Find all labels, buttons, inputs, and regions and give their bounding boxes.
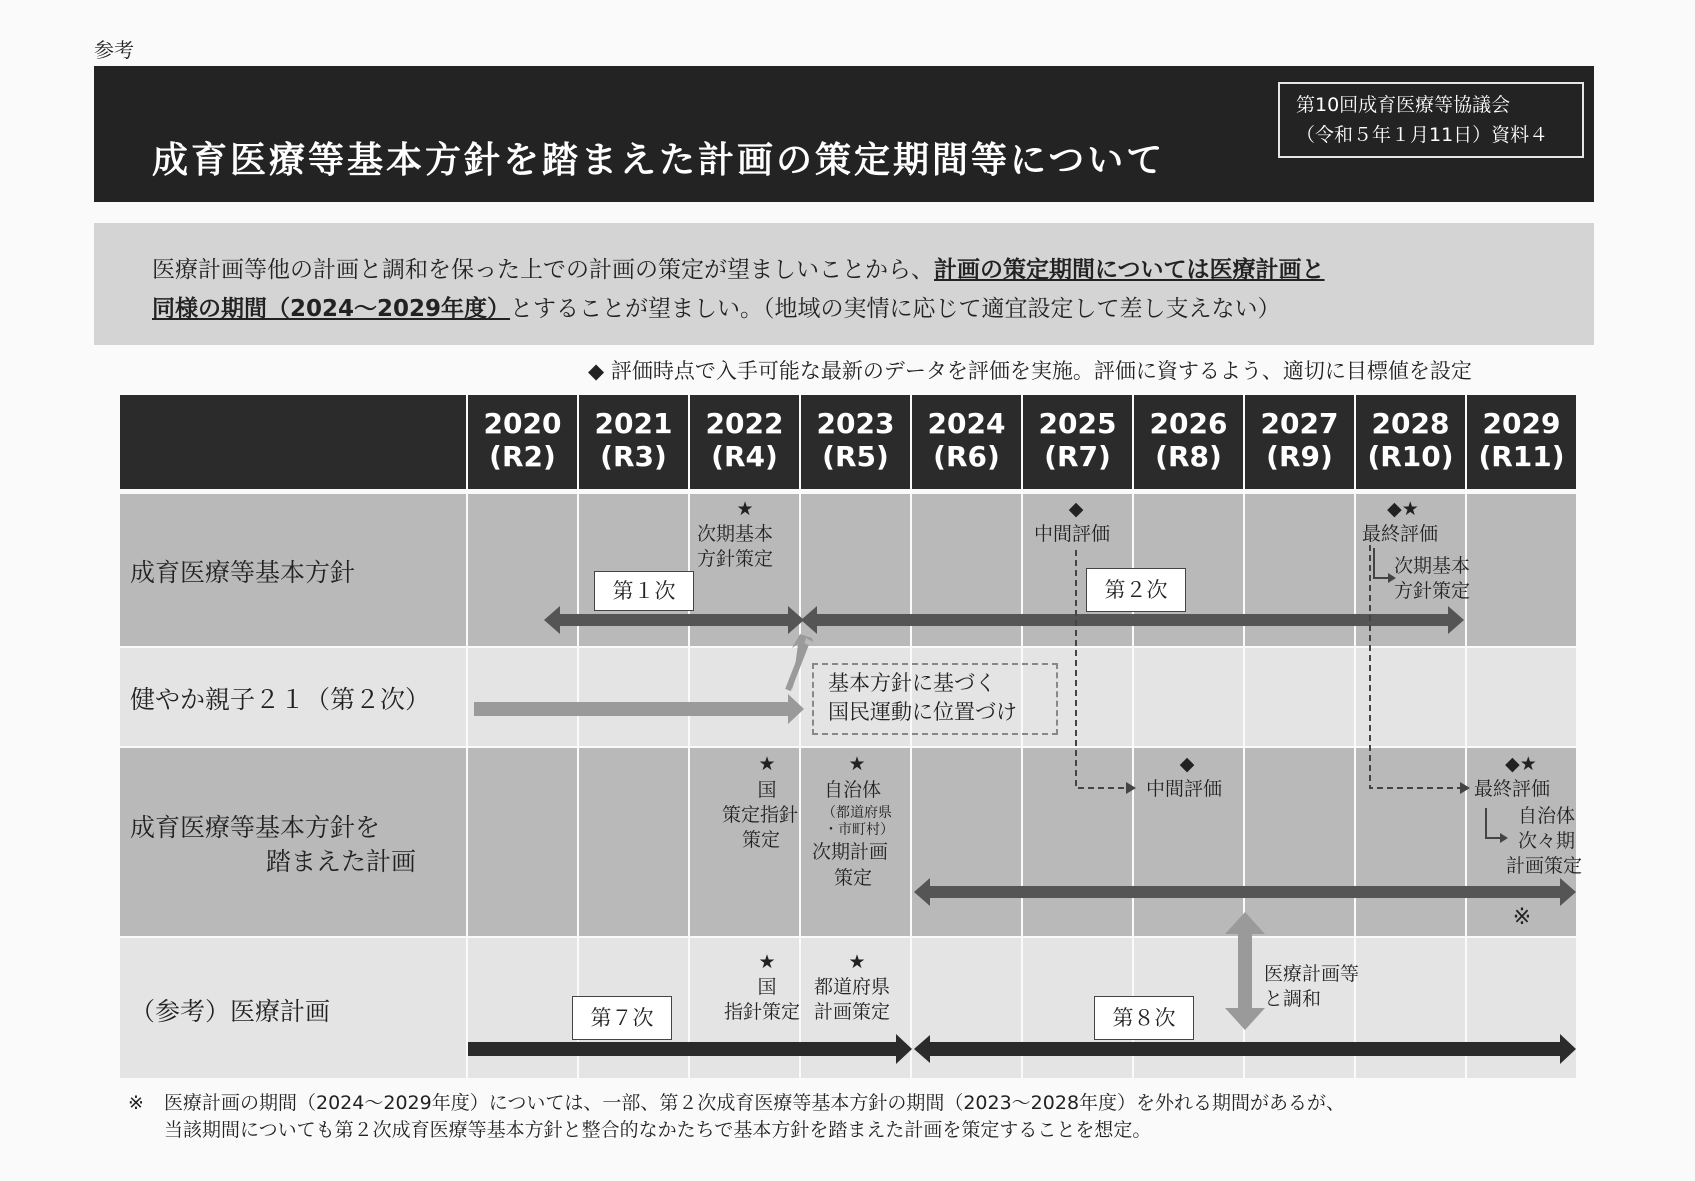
year-label: 2025 bbox=[1038, 407, 1117, 440]
plan-final-icons: ◆★ bbox=[1505, 753, 1537, 775]
year-label: 2021 bbox=[594, 407, 673, 440]
final-eval-icons: ◆★ bbox=[1387, 498, 1419, 520]
plan-mid-eval: 中間評価 bbox=[1146, 778, 1223, 800]
year-label: 2028 bbox=[1371, 407, 1450, 440]
page-title: 成育医療等基本方針を踏まえた計画の策定期間等について bbox=[152, 140, 1166, 181]
meeting-line1: 第10回成育医療等協議会 bbox=[1296, 94, 1511, 116]
era-label: (R5) bbox=[822, 440, 889, 473]
row-label-plan-1: 成育医療等基本方針を bbox=[130, 813, 381, 842]
kokumin-box bbox=[812, 663, 1058, 735]
summary-line2: 同様の期間（2024～2029年度）とすることが望ましい。（地域の実情に応じて適宜設定して差し支えない） bbox=[152, 296, 1281, 322]
year-label: 2029 bbox=[1482, 407, 1561, 440]
sukoyaka-arrow bbox=[474, 694, 804, 724]
year-label: 2024 bbox=[927, 407, 1006, 440]
final-eval-label: 最終評価 bbox=[1362, 523, 1439, 545]
phase1-box: 第１次 bbox=[594, 571, 694, 611]
pref-label: 都道府県 bbox=[814, 976, 891, 998]
local-next-2: 策定 bbox=[834, 867, 873, 889]
footnote-line2: 当該期間についても第２次成育医療等基本方針と整合的なかたちで基本方針を踏まえた計画を策定することを想定。 bbox=[164, 1119, 1152, 1141]
diamond-note: ◆ 評価時点で入手可能な最新のデータを評価を実施。評価に資するよう、適切に目標値を設定 bbox=[588, 359, 1472, 383]
bp-next-bracket bbox=[1374, 548, 1390, 578]
local-gov-sub1: （都道府県 bbox=[822, 805, 892, 821]
med-country-2: 指針策定 bbox=[724, 1001, 801, 1023]
country-guideline-2: 策定 bbox=[742, 829, 781, 851]
row-label-medical-plan: （参考）医療計画 bbox=[130, 997, 331, 1026]
country-guideline-1: 策定指針 bbox=[722, 804, 799, 826]
era-label: (R8) bbox=[1155, 440, 1222, 473]
medical-8-arrow bbox=[914, 1034, 1576, 1064]
phase8-box: 第８次 bbox=[1094, 996, 1194, 1040]
local-star-icon: ★ bbox=[848, 753, 866, 775]
local-nn-1: 自治体 bbox=[1518, 805, 1576, 827]
bp-next2-1: 次期基本 bbox=[1394, 555, 1471, 577]
row-label-plan-2: 踏まえた計画 bbox=[266, 847, 417, 876]
era-label: (R9) bbox=[1266, 440, 1333, 473]
local-gov-label: 自治体 bbox=[824, 779, 882, 801]
local-gov-sub2: ・市町村） bbox=[824, 822, 894, 838]
medical-7-arrow bbox=[468, 1034, 912, 1064]
harmony-1: 医療計画等 bbox=[1264, 963, 1360, 985]
final-eval-arrowhead bbox=[1460, 782, 1470, 794]
med-country-star-icon: ★ bbox=[758, 951, 776, 973]
med-country-label: 国 bbox=[757, 976, 777, 998]
row-label-sukoyaka: 健やか親子２１（第２次） bbox=[130, 685, 431, 714]
year-label: 2022 bbox=[705, 407, 784, 440]
phase7-box: 第７次 bbox=[572, 996, 672, 1040]
summary-line1: 医療計画等他の計画と調和を保った上での計画の策定が望ましいことから、計画の策定期間については医療計画と bbox=[152, 257, 1325, 283]
harmony-2: と調和 bbox=[1264, 988, 1322, 1010]
era-label: (R10) bbox=[1367, 440, 1454, 473]
pref-2: 計画策定 bbox=[814, 1001, 891, 1023]
year-label: 2027 bbox=[1260, 407, 1339, 440]
meeting-line2: （令和５年１月11日）資料４ bbox=[1296, 124, 1549, 146]
era-label: (R2) bbox=[489, 440, 556, 473]
country-label: 国 bbox=[757, 779, 777, 801]
phase2-box: 第２次 bbox=[1086, 568, 1186, 612]
footnote bbox=[128, 1090, 1345, 1144]
era-label: (R7) bbox=[1044, 440, 1111, 473]
year-label: 2023 bbox=[816, 407, 895, 440]
mid-eval-label: 中間評価 bbox=[1034, 523, 1111, 545]
kokumin-line1: 基本方針に基づく bbox=[828, 671, 996, 695]
local-nn-arrowhead bbox=[1500, 833, 1508, 843]
year-label: 2026 bbox=[1149, 407, 1228, 440]
era-label: (R6) bbox=[933, 440, 1000, 473]
pref-star-icon: ★ bbox=[848, 951, 866, 973]
mid-eval-arrowhead bbox=[1126, 782, 1136, 794]
plan-mid-diamond-icon: ◆ bbox=[1179, 753, 1195, 775]
bp-next2-2: 方針策定 bbox=[1394, 580, 1471, 602]
year-label: 2020 bbox=[483, 407, 562, 440]
era-label: (R4) bbox=[711, 440, 778, 473]
harmony-arrow bbox=[1225, 912, 1265, 1030]
era-label: (R11) bbox=[1478, 440, 1565, 473]
local-nn-2: 次々期 bbox=[1518, 830, 1576, 852]
era-label: (R3) bbox=[600, 440, 667, 473]
sukoyaka-up-arrow bbox=[792, 634, 813, 690]
row-label-basic-policy: 成育医療等基本方針 bbox=[130, 558, 356, 587]
country-star-icon: ★ bbox=[758, 753, 776, 775]
kokumin-line2: 国民運動に位置づけ bbox=[828, 700, 1017, 724]
bp-next-1: 次期基本 bbox=[697, 523, 774, 545]
plan-arrow bbox=[914, 878, 1576, 906]
plan-final-eval: 最終評価 bbox=[1474, 778, 1551, 800]
local-nn-bracket bbox=[1486, 808, 1502, 838]
sukoyaka-up-line bbox=[788, 644, 806, 690]
bp-next-2: 方針策定 bbox=[697, 548, 774, 570]
footnote-line1: ※ 医療計画の期間（2024～2029年度）については、一部、第２次成育医療等基本方針の期間（2023～2028年度）を外れる期間があるが、 bbox=[128, 1092, 1346, 1114]
mid-eval-diamond-icon: ◆ bbox=[1068, 498, 1084, 520]
reference-label: 参考 bbox=[94, 38, 134, 62]
local-nn-3: 計画策定 bbox=[1506, 855, 1583, 877]
kome-mark: ※ bbox=[1512, 905, 1532, 930]
local-next-1: 次期計画 bbox=[812, 841, 889, 863]
bp-star-icon: ★ bbox=[736, 498, 754, 520]
